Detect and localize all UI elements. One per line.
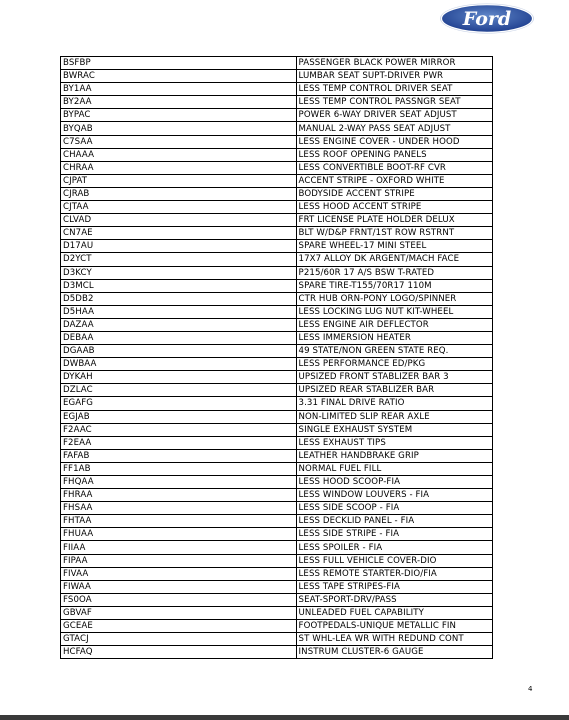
option-description-cell: PASSENGER BLACK POWER MIRROR — [296, 57, 492, 70]
table-row — [61, 161, 493, 174]
option-code-cell: FF1AB — [61, 462, 297, 475]
table-row — [61, 620, 493, 633]
table-row — [61, 240, 493, 253]
table-row — [61, 423, 493, 436]
option-code-cell: FAFAB — [61, 449, 297, 462]
option-code-cell: CLVAD — [61, 214, 297, 227]
option-code-cell: FIIAA — [61, 541, 297, 554]
option-code-cell: DYKAH — [61, 371, 297, 384]
option-code-cell: DWBAA — [61, 358, 297, 371]
option-description-cell: SINGLE EXHAUST SYSTEM — [296, 423, 492, 436]
table-row — [61, 148, 493, 161]
option-code-cell: DAZAA — [61, 318, 297, 331]
option-description-cell: UPSIZED REAR STABLIZER BAR — [296, 384, 492, 397]
table-row — [61, 580, 493, 593]
table-row — [61, 201, 493, 214]
option-code-cell: GCEAE — [61, 620, 297, 633]
table-row — [61, 135, 493, 148]
option-description-cell: SPARE WHEEL-17 MINI STEEL — [296, 240, 492, 253]
option-code-cell: BYQAB — [61, 122, 297, 135]
ford-logo-text: Ford — [462, 8, 512, 30]
option-code-cell: CHRAA — [61, 161, 297, 174]
option-description-cell: INSTRUM CLUSTER-6 GAUGE — [296, 646, 492, 659]
option-description-cell: LESS HOOD ACCENT STRIPE — [296, 201, 492, 214]
option-code-cell: D17AU — [61, 240, 297, 253]
option-code-cell: EGJAB — [61, 410, 297, 423]
table-row — [61, 489, 493, 502]
table-row — [61, 384, 493, 397]
table-row — [61, 331, 493, 344]
option-code-cell: D3KCY — [61, 266, 297, 279]
table-row — [61, 502, 493, 515]
option-description-cell: LESS TEMP CONTROL DRIVER SEAT — [296, 83, 492, 96]
option-description-cell: LESS SIDE STRIPE - FIA — [296, 528, 492, 541]
option-description-cell: SEAT-SPORT-DRV/PASS — [296, 593, 492, 606]
table-row — [61, 646, 493, 659]
option-code-cell: FHQAA — [61, 476, 297, 489]
option-code-cell: F2AAC — [61, 423, 297, 436]
table-row — [61, 345, 493, 358]
option-code-cell: FIPAA — [61, 554, 297, 567]
table-row — [61, 554, 493, 567]
option-code-cell: EGAFG — [61, 397, 297, 410]
option-code-cell: HCFAQ — [61, 646, 297, 659]
option-description-cell: LESS HOOD SCOOP-FIA — [296, 476, 492, 489]
option-description-cell: LESS EXHAUST TIPS — [296, 436, 492, 449]
option-code-cell: FHUAA — [61, 528, 297, 541]
option-code-cell: F2EAA — [61, 436, 297, 449]
option-description-cell: LESS SIDE SCOOP - FIA — [296, 502, 492, 515]
option-description-cell: LESS ENGINE COVER - UNDER HOOD — [296, 135, 492, 148]
option-code-cell: FIVAA — [61, 567, 297, 580]
page-number: 4 — [528, 685, 533, 693]
bottom-bar — [0, 715, 569, 720]
option-description-cell: LESS DECKLID PANEL - FIA — [296, 515, 492, 528]
table-row — [61, 227, 493, 240]
table-row — [61, 528, 493, 541]
option-description-cell: 17X7 ALLOY DK ARGENT/MACH FACE — [296, 253, 492, 266]
table-row — [61, 462, 493, 475]
table-row — [61, 567, 493, 580]
table-row — [61, 83, 493, 96]
option-description-cell: LEATHER HANDBRAKE GRIP — [296, 449, 492, 462]
option-description-cell: LESS CONVERTIBLE BOOT-RF CVR — [296, 161, 492, 174]
option-description-cell: LESS IMMERSION HEATER — [296, 331, 492, 344]
option-code-cell: CJRAB — [61, 187, 297, 200]
table-row — [61, 397, 493, 410]
option-description-cell: 3.31 FINAL DRIVE RATIO — [296, 397, 492, 410]
option-description-cell: LESS REMOTE STARTER-DIO/FIA — [296, 567, 492, 580]
table-row — [61, 109, 493, 122]
option-code-cell: DEBAA — [61, 331, 297, 344]
option-description-cell: FRT LICENSE PLATE HOLDER DELUX — [296, 214, 492, 227]
option-codes-table — [60, 56, 493, 659]
table-row — [61, 70, 493, 83]
option-description-cell: LESS LOCKING LUG NUT KIT-WHEEL — [296, 305, 492, 318]
table-row — [61, 410, 493, 423]
option-description-cell: LESS FULL VEHICLE COVER-DIO — [296, 554, 492, 567]
table-row — [61, 122, 493, 135]
option-description-cell: LESS WINDOW LOUVERS - FIA — [296, 489, 492, 502]
option-description-cell: UNLEADED FUEL CAPABILITY — [296, 606, 492, 619]
table-row — [61, 174, 493, 187]
option-code-cell: CHAAA — [61, 148, 297, 161]
option-code-cell: BYPAC — [61, 109, 297, 122]
option-description-cell: LESS SPOILER - FIA — [296, 541, 492, 554]
option-code-cell: DZLAC — [61, 384, 297, 397]
ford-logo — [439, 3, 535, 34]
option-code-cell: FHRAA — [61, 489, 297, 502]
option-code-cell: BY2AA — [61, 96, 297, 109]
option-code-cell: D2YCT — [61, 253, 297, 266]
option-description-cell: ACCENT STRIPE - OXFORD WHITE — [296, 174, 492, 187]
table-row — [61, 292, 493, 305]
option-description-cell: LESS ENGINE AIR DEFLECTOR — [296, 318, 492, 331]
table-row — [61, 515, 493, 528]
table-row — [61, 371, 493, 384]
table-row — [61, 633, 493, 646]
table-row — [61, 476, 493, 489]
option-code-cell: CJTAA — [61, 201, 297, 214]
table-row — [61, 96, 493, 109]
option-code-cell: D5HAA — [61, 305, 297, 318]
option-code-cell: FHTAA — [61, 515, 297, 528]
option-description-cell: ST WHL-LEA WR WITH REDUND CONT — [296, 633, 492, 646]
option-code-cell: D5DB2 — [61, 292, 297, 305]
option-code-cell: GBVAF — [61, 606, 297, 619]
option-code-cell: C7SAA — [61, 135, 297, 148]
option-description-cell: UPSIZED FRONT STABLIZER BAR 3 — [296, 371, 492, 384]
option-description-cell: BODYSIDE ACCENT STRIPE — [296, 187, 492, 200]
option-code-cell: FHSAA — [61, 502, 297, 515]
table-row — [61, 593, 493, 606]
option-code-cell: FS0OA — [61, 593, 297, 606]
table-row — [61, 57, 493, 70]
option-code-cell: D3MCL — [61, 279, 297, 292]
option-description-cell: NORMAL FUEL FILL — [296, 462, 492, 475]
option-description-cell: POWER 6-WAY DRIVER SEAT ADJUST — [296, 109, 492, 122]
table-row — [61, 358, 493, 371]
option-code-cell: GTACJ — [61, 633, 297, 646]
table-row — [61, 541, 493, 554]
table-row — [61, 187, 493, 200]
option-description-cell: LESS ROOF OPENING PANELS — [296, 148, 492, 161]
option-description-cell: BLT W/D&P FRNT/1ST ROW RSTRNT — [296, 227, 492, 240]
option-code-cell: BY1AA — [61, 83, 297, 96]
table-row — [61, 606, 493, 619]
option-code-cell: FIWAA — [61, 580, 297, 593]
option-description-cell: LESS PERFORMANCE ED/PKG — [296, 358, 492, 371]
option-code-cell: BWRAC — [61, 70, 297, 83]
option-description-cell: LESS TEMP CONTROL PASSNGR SEAT — [296, 96, 492, 109]
table-row — [61, 305, 493, 318]
option-description-cell: 49 STATE/NON GREEN STATE REQ. — [296, 345, 492, 358]
option-description-cell: CTR HUB ORN-PONY LOGO/SPINNER — [296, 292, 492, 305]
option-code-cell: CJPAT — [61, 174, 297, 187]
option-code-cell: DGAAB — [61, 345, 297, 358]
option-description-cell: SPARE TIRE-T155/70R17 110M — [296, 279, 492, 292]
option-description-cell: MANUAL 2-WAY PASS SEAT ADJUST — [296, 122, 492, 135]
option-description-cell: LESS TAPE STRIPES-FIA — [296, 580, 492, 593]
option-description-cell: FOOTPEDALS-UNIQUE METALLIC FIN — [296, 620, 492, 633]
option-description-cell: NON-LIMITED SLIP REAR AXLE — [296, 410, 492, 423]
option-description-cell: LUMBAR SEAT SUPT-DRIVER PWR — [296, 70, 492, 83]
ford-oval-icon — [439, 3, 535, 34]
table-row — [61, 318, 493, 331]
table-row — [61, 266, 493, 279]
option-code-cell: CN7AE — [61, 227, 297, 240]
table-row — [61, 449, 493, 462]
table-row — [61, 214, 493, 227]
option-description-cell: P215/60R 17 A/S BSW T-RATED — [296, 266, 492, 279]
table-row — [61, 253, 493, 266]
table-row — [61, 279, 493, 292]
table-row — [61, 436, 493, 449]
option-code-cell: BSFBP — [61, 57, 297, 70]
